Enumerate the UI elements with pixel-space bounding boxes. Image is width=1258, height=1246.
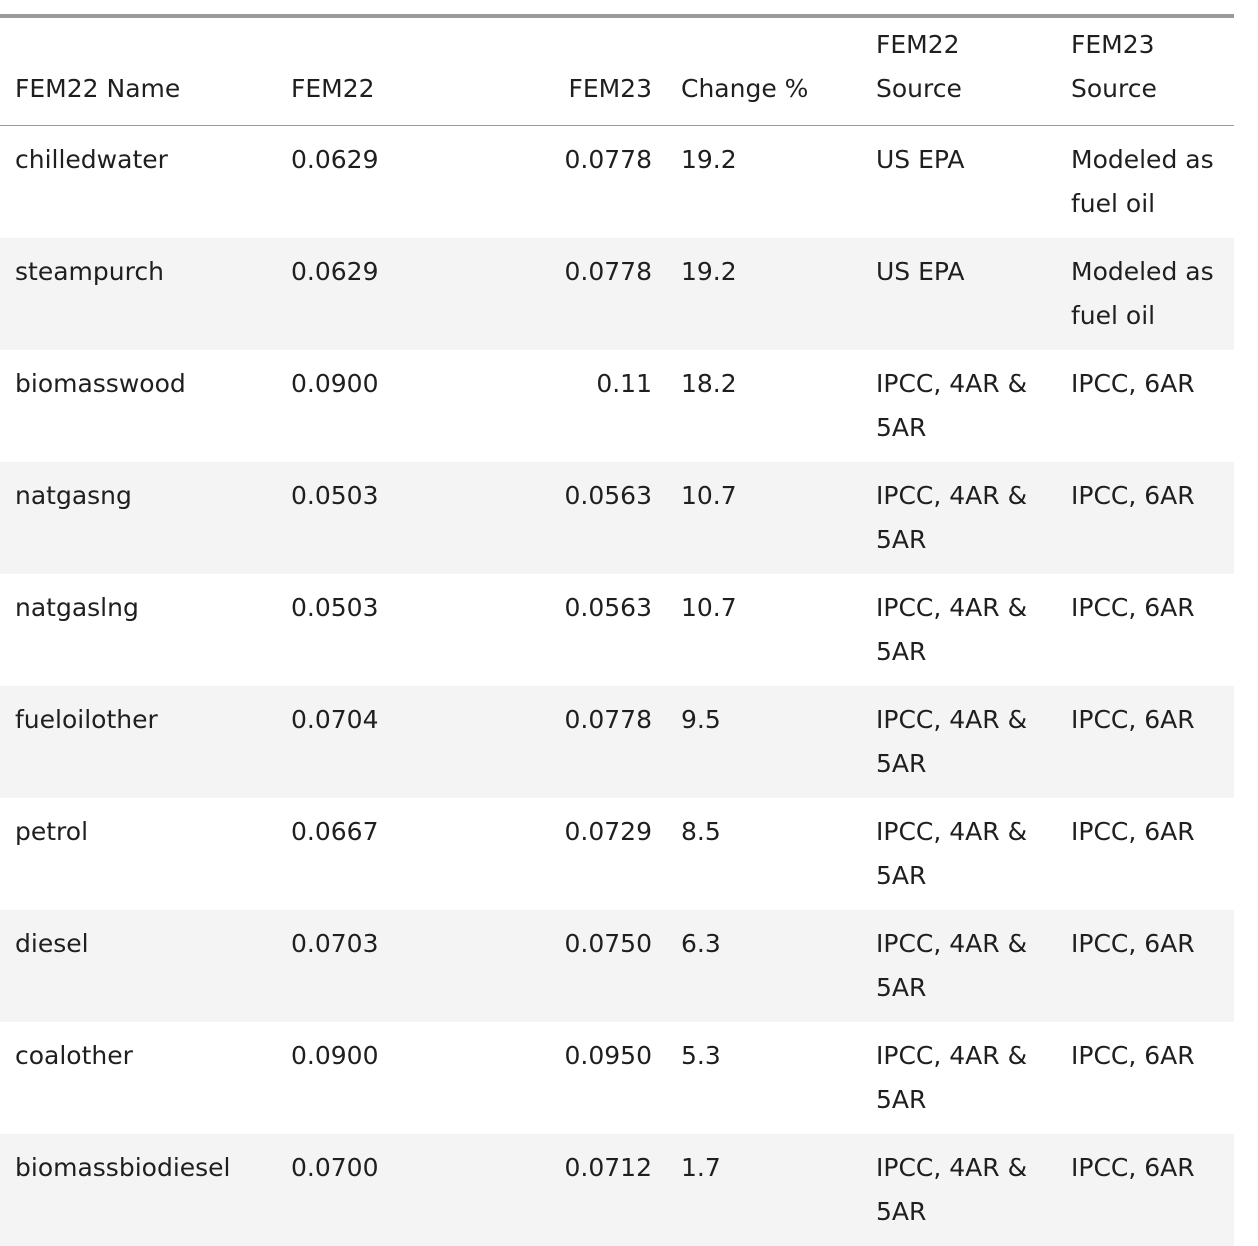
cell-fem23-source: IPCC, 6AR xyxy=(1056,1134,1234,1246)
header-change-pct: Change % xyxy=(666,18,861,126)
table-row xyxy=(0,1134,1234,1246)
header-fem23-source-text: FEM23 Source xyxy=(1071,30,1157,103)
cell-fem22-source: IPCC, 4AR & 5AR xyxy=(861,798,1056,910)
table-row xyxy=(0,462,1234,574)
cell-fem23-value: 0.0750 xyxy=(402,910,666,1022)
header-fem23: FEM23 xyxy=(402,18,666,126)
cell-fem22-name: diesel xyxy=(0,910,276,1022)
cell-fem22-name: coalother xyxy=(0,1022,276,1134)
cell-fem22-name: petrol xyxy=(0,798,276,910)
cell-fem22-source: IPCC, 4AR & 5AR xyxy=(861,1134,1056,1246)
cell-fem23-source: IPCC, 6AR xyxy=(1056,462,1234,574)
table-row xyxy=(0,350,1234,462)
cell-fem22-source: IPCC, 4AR & 5AR xyxy=(861,350,1056,462)
cell-fem22-name: biomasswood xyxy=(0,350,276,462)
cell-fem22-name: natgasng xyxy=(0,462,276,574)
cell-fem23-source: IPCC, 6AR xyxy=(1056,910,1234,1022)
cell-change-pct: 19.2 xyxy=(666,238,861,350)
cell-change-pct: 10.7 xyxy=(666,574,861,686)
data-table-container xyxy=(0,14,1234,1246)
header-row xyxy=(0,18,1234,126)
cell-fem22-source: IPCC, 4AR & 5AR xyxy=(861,910,1056,1022)
cell-change-pct: 10.7 xyxy=(666,462,861,574)
cell-fem22-value: 0.0503 xyxy=(276,462,402,574)
table-row xyxy=(0,238,1234,350)
cell-fem22-name: natgaslng xyxy=(0,574,276,686)
cell-change-pct: 6.3 xyxy=(666,910,861,1022)
cell-fem22-source: IPCC, 4AR & 5AR xyxy=(861,1022,1056,1134)
header-fem22-source xyxy=(861,18,1056,126)
table-row xyxy=(0,1022,1234,1134)
header-fem22-source-text: FEM22 Source xyxy=(876,30,962,103)
table-row xyxy=(0,686,1234,798)
cell-fem23-value: 0.11 xyxy=(402,350,666,462)
table-body xyxy=(0,126,1234,1246)
cell-fem22-source: US EPA xyxy=(861,238,1056,350)
header-fem22-name: FEM22 Name xyxy=(0,18,276,126)
cell-fem22-name: steampurch xyxy=(0,238,276,350)
cell-change-pct: 18.2 xyxy=(666,350,861,462)
header-fem23-source xyxy=(1056,18,1234,126)
cell-fem22-source: IPCC, 4AR & 5AR xyxy=(861,686,1056,798)
cell-fem23-value: 0.0778 xyxy=(402,686,666,798)
cell-fem22-value: 0.0703 xyxy=(276,910,402,1022)
cell-fem23-source: IPCC, 6AR xyxy=(1056,574,1234,686)
cell-fem22-source: IPCC, 4AR & 5AR xyxy=(861,462,1056,574)
emission-factor-table xyxy=(0,18,1234,1246)
table-row xyxy=(0,574,1234,686)
cell-change-pct: 19.2 xyxy=(666,126,861,239)
cell-fem23-value: 0.0563 xyxy=(402,462,666,574)
cell-change-pct: 5.3 xyxy=(666,1022,861,1134)
cell-fem22-name: biomassbiodiesel xyxy=(0,1134,276,1246)
cell-fem23-source: IPCC, 6AR xyxy=(1056,798,1234,910)
cell-fem23-value: 0.0778 xyxy=(402,126,666,239)
cell-fem22-value: 0.0503 xyxy=(276,574,402,686)
table-row xyxy=(0,798,1234,910)
table-row xyxy=(0,126,1234,239)
cell-fem23-value: 0.0563 xyxy=(402,574,666,686)
cell-fem22-value: 0.0700 xyxy=(276,1134,402,1246)
cell-fem22-name: chilledwater xyxy=(0,126,276,239)
cell-fem22-value: 0.0900 xyxy=(276,350,402,462)
cell-fem22-value: 0.0667 xyxy=(276,798,402,910)
cell-fem22-value: 0.0629 xyxy=(276,238,402,350)
cell-fem23-source: IPCC, 6AR xyxy=(1056,1022,1234,1134)
cell-fem23-value: 0.0729 xyxy=(402,798,666,910)
cell-fem22-source: US EPA xyxy=(861,126,1056,239)
table-header xyxy=(0,18,1234,126)
cell-fem23-value: 0.0778 xyxy=(402,238,666,350)
cell-fem23-source: IPCC, 6AR xyxy=(1056,350,1234,462)
cell-fem23-value: 0.0712 xyxy=(402,1134,666,1246)
cell-change-pct: 9.5 xyxy=(666,686,861,798)
cell-change-pct: 1.7 xyxy=(666,1134,861,1246)
cell-fem23-source: Modeled as fuel oil xyxy=(1056,126,1234,239)
header-fem22: FEM22 xyxy=(276,18,402,126)
cell-fem23-value: 0.0950 xyxy=(402,1022,666,1134)
table-row xyxy=(0,910,1234,1022)
cell-change-pct: 8.5 xyxy=(666,798,861,910)
cell-fem22-value: 0.0629 xyxy=(276,126,402,239)
cell-fem23-source: IPCC, 6AR xyxy=(1056,686,1234,798)
cell-fem22-value: 0.0900 xyxy=(276,1022,402,1134)
cell-fem22-source: IPCC, 4AR & 5AR xyxy=(861,574,1056,686)
cell-fem22-name: fueloilother xyxy=(0,686,276,798)
cell-fem23-source: Modeled as fuel oil xyxy=(1056,238,1234,350)
cell-fem22-value: 0.0704 xyxy=(276,686,402,798)
